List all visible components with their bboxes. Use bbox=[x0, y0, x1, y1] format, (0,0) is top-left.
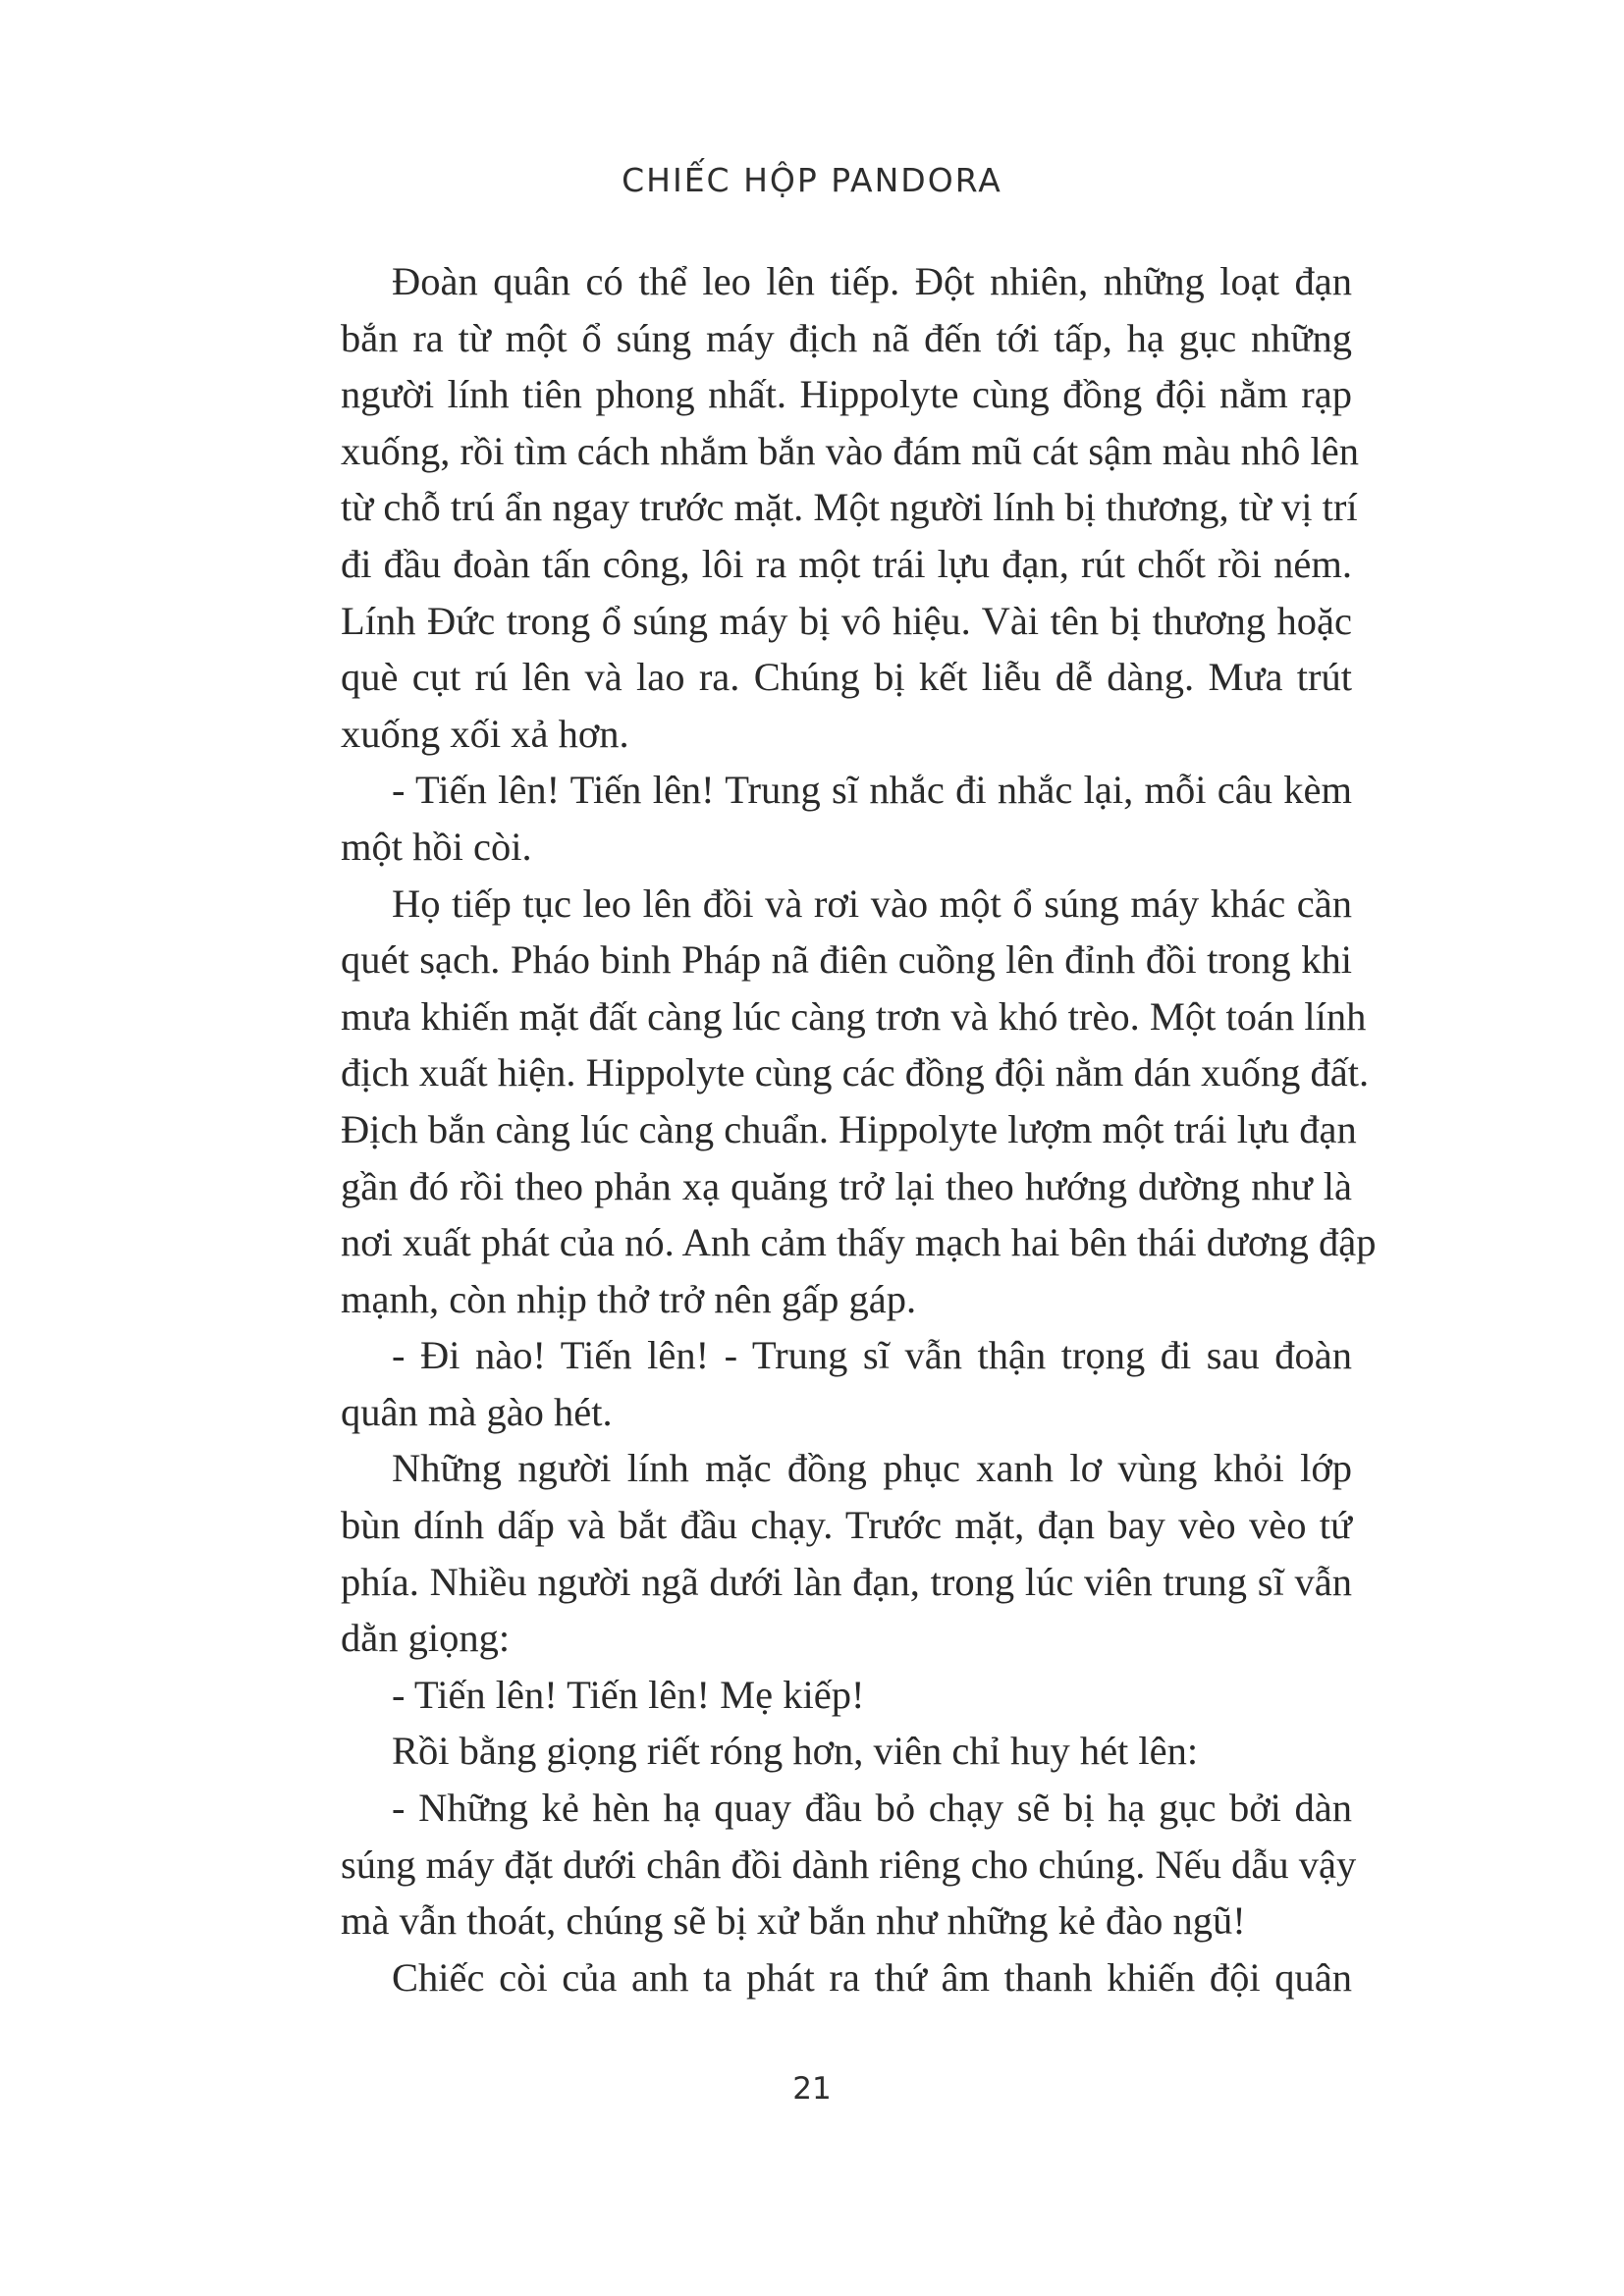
text-line: bắn ra từ một ổ súng máy địch nã đến tới tấp, hạ gục những bbox=[341, 315, 1352, 360]
text-line: từ chỗ trú ẩn ngay trước mặt. Một người lính bị thương, từ vị trí bbox=[341, 485, 1358, 530]
text-line: Những người lính mặc đồng phục xanh lơ vùng khỏi lớp bbox=[392, 1446, 1352, 1491]
text-line: mạnh, còn nhịp thở trở nên gấp gáp. bbox=[341, 1276, 917, 1321]
text-line: - Những kẻ hèn hạ quay đầu bỏ chạy sẽ bị hạ gục bởi dàn bbox=[392, 1786, 1352, 1831]
page-number: 21 bbox=[792, 2071, 832, 2107]
text-line: dằn giọng: bbox=[341, 1616, 511, 1661]
text-line: mà vẫn thoát, chúng sẽ bị xử bắn như những kẻ đào ngũ! bbox=[341, 1898, 1246, 1944]
text-line: súng máy đặt dưới chân đồi dành riêng cho chúng. Nếu dẫu vậy bbox=[341, 1842, 1357, 1887]
text-line: - Tiến lên! Tiến lên! Trung sĩ nhắc đi nhắc lại, mỗi câu kèm bbox=[392, 768, 1352, 813]
text-line: nơi xuất phát của nó. Anh cảm thấy mạch hai bên thái dương đập bbox=[341, 1220, 1377, 1265]
text-line: Rồi bằng giọng riết róng hơn, viên chỉ huy hét lên: bbox=[392, 1729, 1199, 1774]
text-line: gần đó rồi theo phản xạ quăng trở lại theo hướng dường như là bbox=[341, 1163, 1352, 1208]
body-text bbox=[341, 253, 1377, 2005]
text-line: quân mà gào hét. bbox=[341, 1389, 613, 1434]
running-header: CHIẾC HỘP PANDORA bbox=[622, 161, 1002, 199]
text-line: Họ tiếp tục leo lên đồi và rơi vào một ổ súng máy khác cần bbox=[392, 881, 1352, 926]
text-line: một hồi còi. bbox=[341, 824, 532, 869]
text-line: Địch bắn càng lúc càng chuẩn. Hippolyte lượm một trái lựu đạn bbox=[341, 1106, 1357, 1151]
text-line: mưa khiến mặt đất càng lúc càng trơn và khó trèo. Một toán lính bbox=[341, 993, 1367, 1039]
text-line: địch xuất hiện. Hippolyte cùng các đồng đội nằm dán xuống đất. bbox=[341, 1050, 1370, 1095]
text-line: đi đầu đoàn tấn công, lôi ra một trái lựu đạn, rút chốt rồi ném. bbox=[341, 541, 1352, 586]
text-line: Lính Đức trong ổ súng máy bị vô hiệu. Vài tên bị thương hoặc bbox=[341, 598, 1352, 643]
text-line: quét sạch. Pháo binh Pháp nã điên cuồng lên đỉnh đồi trong khi bbox=[341, 937, 1352, 983]
text-line: xuống xối xả hơn. bbox=[341, 711, 629, 756]
text-line: người lính tiên phong nhất. Hippolyte cùng đồng đội nằm rạp bbox=[341, 372, 1352, 417]
text-line: Đoàn quân có thể leo lên tiếp. Đột nhiên, những loạt đạn bbox=[392, 259, 1352, 303]
text-line: phía. Nhiều người ngã dưới làn đạn, trong lúc viên trung sĩ vẫn bbox=[341, 1559, 1352, 1604]
text-line: bùn dính dấp và bắt đầu chạy. Trước mặt, đạn bay vèo vèo tứ bbox=[341, 1503, 1352, 1548]
text-line: - Tiến lên! Tiến lên! Mẹ kiếp! bbox=[392, 1672, 865, 1717]
text-line: xuống, rồi tìm cách nhắm bắn vào đám mũ cát sậm màu nhô lên bbox=[341, 428, 1359, 473]
text-line: - Đi nào! Tiến lên! - Trung sĩ vẫn thận trọng đi sau đoàn bbox=[392, 1333, 1352, 1378]
text-line: què cụt rú lên và lao ra. Chúng bị kết liễu dễ dàng. Mưa trút bbox=[341, 655, 1352, 700]
text-line: Chiếc còi của anh ta phát ra thứ âm thanh khiến đội quân bbox=[392, 1954, 1352, 2000]
